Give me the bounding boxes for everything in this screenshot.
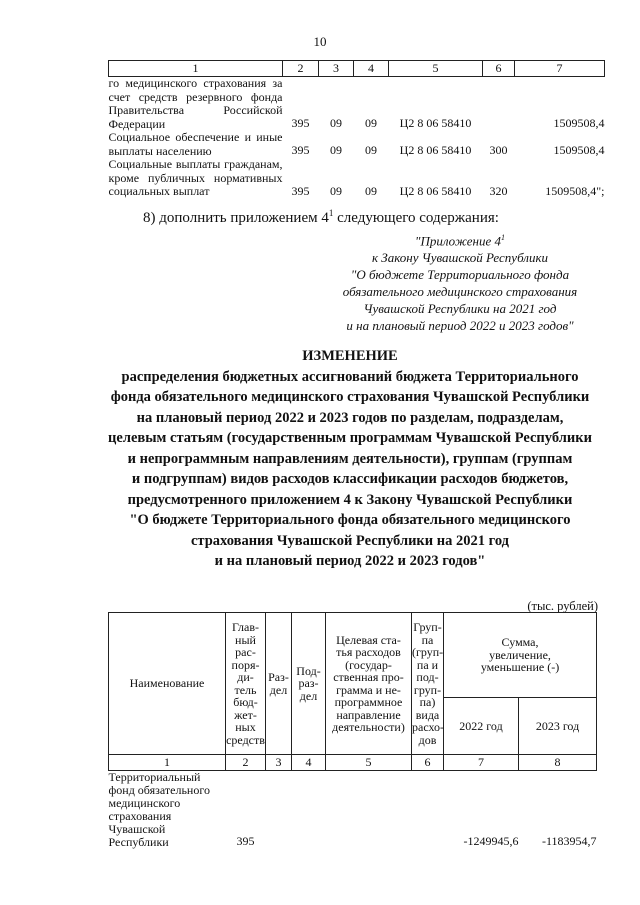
column-number: 2 bbox=[283, 61, 319, 77]
header-sum: Сумма, увеличение, уменьшение (-) bbox=[444, 613, 597, 698]
amendment-item-8 bbox=[143, 208, 499, 227]
row-amount: 1509508,4 bbox=[553, 116, 605, 130]
header-type: Груп- па (груп- па и под- груп- па) вида расхо- дов bbox=[412, 613, 444, 755]
table-row bbox=[109, 771, 597, 850]
row-2023: -1183954,7 bbox=[541, 834, 597, 848]
item8-text-pre: 8) дополнить приложением 4 bbox=[143, 210, 329, 226]
appendix-line: к Закону Чувашской Республики bbox=[371, 250, 549, 266]
row-section: 09 bbox=[330, 143, 342, 157]
row-admin: 395 bbox=[291, 183, 310, 198]
unit-label: (тыс. рублей) bbox=[527, 599, 598, 613]
column-number: 6 bbox=[412, 755, 444, 771]
header-name: Наименование bbox=[109, 613, 226, 755]
header-section: Раз- дел bbox=[266, 613, 292, 755]
appendix-line: Чувашской Республики на 2021 год bbox=[363, 301, 557, 317]
column-number: 1 bbox=[109, 61, 283, 77]
appendix-title: "Приложение 4 bbox=[414, 233, 501, 249]
row-type bbox=[483, 77, 515, 132]
heading-line: предусмотренного приложением 4 к Закону Чувашской Республики bbox=[127, 491, 573, 508]
column-number: 3 bbox=[266, 755, 292, 771]
table-row bbox=[109, 131, 605, 158]
heading-title: ИЗМЕНЕНИЕ bbox=[302, 348, 398, 364]
heading-line: распределения бюджетных ассигнований бюджета Территориального bbox=[121, 368, 579, 385]
row-admin: 395 bbox=[291, 116, 310, 130]
column-number: 2 bbox=[226, 755, 266, 771]
header-subsection: Под- раз- дел bbox=[292, 613, 326, 755]
header-2022: 2022 год bbox=[444, 698, 519, 755]
row-subsection: 09 bbox=[365, 183, 377, 198]
column-number: 6 bbox=[483, 61, 515, 77]
header-admin: Глав- ный рас- поря- ди- тель бюд- жет- ных средств bbox=[226, 613, 266, 755]
row-subsection bbox=[292, 771, 326, 850]
column-number: 7 bbox=[515, 61, 605, 77]
column-number: 1 bbox=[109, 755, 226, 771]
row-target: Ц2 8 06 58410 bbox=[399, 143, 472, 157]
heading-line: фонда обязательного медицинского страхования Чувашской Республики bbox=[110, 389, 590, 405]
row-2022: -1249945,6 bbox=[463, 834, 519, 848]
row-section: 09 bbox=[330, 183, 342, 198]
allocation-table bbox=[108, 612, 597, 849]
column-number: 7 bbox=[444, 755, 519, 771]
heading-line: и на плановый период 2022 и 2023 годов" bbox=[214, 553, 486, 569]
row-subsection: 09 bbox=[365, 143, 377, 157]
table-row bbox=[109, 77, 605, 132]
row-amount: 1509508,4"; bbox=[545, 183, 605, 198]
row-admin: 395 bbox=[291, 143, 310, 157]
item8-superscript: 1 bbox=[328, 208, 334, 218]
heading-line: целевым статьям (государственным программам Чувашской Республики bbox=[108, 430, 592, 446]
page-number: 10 bbox=[313, 34, 327, 49]
row-name: Социальное обеспечение и иные выплаты населению bbox=[108, 130, 283, 158]
row-subsection: 09 bbox=[365, 116, 377, 130]
heading-line: "О бюджете Территориального фонда обязательного медицинского bbox=[129, 512, 571, 528]
row-section: 09 bbox=[330, 116, 342, 130]
column-number: 4 bbox=[292, 755, 326, 771]
header-target: Целевая ста- тья расходов (государ- ственная про- грамма и не- программное направление деятельности) bbox=[326, 613, 412, 755]
heading-line: на плановый период 2022 и 2023 годов по разделам, подразделам, bbox=[136, 409, 564, 426]
column-number: 5 bbox=[389, 61, 483, 77]
appendix-line: и на плановый период 2022 и 2023 годов" bbox=[346, 318, 574, 334]
column-numbers-row bbox=[109, 755, 597, 771]
row-name: Социальные выплаты гражданам, кроме публичных нормативных социальных выплат bbox=[108, 157, 283, 198]
table-header-row bbox=[109, 613, 597, 698]
row-target: Ц2 8 06 58410 bbox=[399, 183, 472, 198]
row-name: Территориальный фонд обязательного медицинского страхования Чувашской Республики bbox=[108, 770, 210, 849]
item8-text-post: следующего содержания: bbox=[333, 210, 499, 226]
row-type: 320 bbox=[489, 183, 508, 198]
row-admin: 395 bbox=[236, 834, 255, 848]
column-number: 5 bbox=[326, 755, 412, 771]
header-2023: 2023 год bbox=[519, 698, 597, 755]
table-row bbox=[109, 158, 605, 199]
column-number: 8 bbox=[519, 755, 597, 771]
heading-line: страхования Чувашской Республики на 2021 год bbox=[190, 532, 510, 549]
appendix-line: обязательного медицинского страхования bbox=[342, 284, 578, 300]
row-target: Ц2 8 06 58410 bbox=[399, 116, 472, 130]
appendix-line bbox=[300, 229, 620, 249]
column-number: 3 bbox=[319, 61, 354, 77]
row-type: 300 bbox=[489, 143, 508, 157]
heading-line: и подгруппам) видов расходов классификации расходов бюджетов, bbox=[131, 471, 569, 487]
appendix-line: "О бюджете Территориального фонда bbox=[350, 267, 570, 283]
row-section bbox=[266, 771, 292, 850]
row-name: го медицинского страхования за счет средств резервного фонда Правительства Российской Федерации bbox=[108, 76, 283, 131]
table-header-row bbox=[109, 61, 605, 77]
appendix-superscript: 1 bbox=[501, 233, 505, 242]
document-heading bbox=[100, 346, 600, 572]
row-type bbox=[412, 771, 444, 850]
continued-table bbox=[108, 60, 605, 199]
row-target bbox=[326, 771, 412, 850]
row-amount: 1509508,4 bbox=[553, 143, 605, 157]
appendix-header bbox=[300, 229, 620, 334]
column-number: 4 bbox=[354, 61, 389, 77]
heading-line: и непрограммным направлениям деятельности), группам (группам bbox=[127, 450, 573, 467]
